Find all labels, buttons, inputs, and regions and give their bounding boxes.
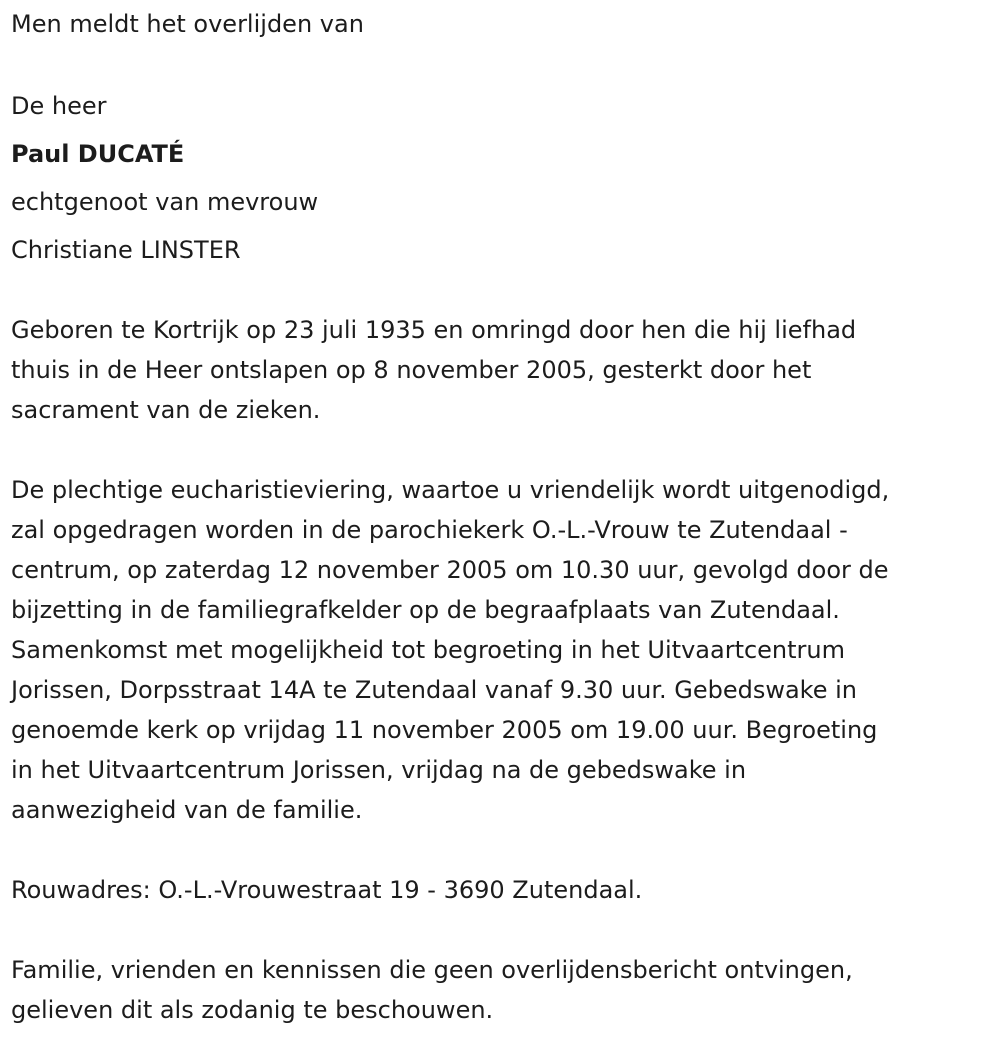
service-line: genoemde kerk op vrijdag 11 november 2005 om 19.00 uur. Begroeting	[11, 716, 878, 744]
birth-line: sacrament van de zieken.	[11, 396, 321, 424]
birth-line: thuis in de Heer ontslapen op 8 november 2005, gesterkt door het	[11, 356, 812, 384]
service-line: De plechtige eucharistieviering, waartoe u vriendelijk wordt uitgenodigd,	[11, 476, 890, 504]
birth-line: Geboren te Kortrijk op 23 juli 1935 en omringd door hen die hij liefhad	[11, 316, 857, 344]
birth-paragraph	[11, 310, 996, 430]
family-paragraph	[11, 950, 996, 1030]
spouse-name: Christiane LINSTER	[11, 236, 241, 264]
spouse-line-1: echtgenoot van mevrouw	[11, 188, 319, 216]
service-line: zal opgedragen worden in de parochiekerk O.-L.-Vrouw te Zutendaal -	[11, 516, 848, 544]
mourning-address	[11, 870, 996, 910]
service-line: in het Uitvaartcentrum Jorissen, vrijdag na de gebedswake in	[11, 756, 747, 784]
deceased-name: Paul DUCATÉ	[11, 140, 185, 168]
family-line: gelieven dit als zodanig te beschouwen.	[11, 996, 494, 1024]
service-line: aanwezigheid van de familie.	[11, 796, 363, 824]
family-line: Familie, vrienden en kennissen die geen overlijdensbericht ontvingen,	[11, 956, 853, 984]
address-line: Rouwadres: O.-L.-Vrouwestraat 19 - 3690 Zutendaal.	[11, 876, 643, 904]
service-line: bijzetting in de familiegrafkelder op de begraafplaats van Zutendaal.	[11, 596, 840, 624]
intro-text: Men meldt het overlijden van	[11, 10, 364, 38]
service-line: Jorissen, Dorpsstraat 14A te Zutendaal vanaf 9.30 uur. Gebedswake in	[11, 676, 857, 704]
service-line: centrum, op zaterdag 12 november 2005 om 10.30 uur, gevolgd door de	[11, 556, 889, 584]
service-paragraph	[11, 470, 996, 830]
service-line: Samenkomst met mogelijkheid tot begroeting in het Uitvaartcentrum	[11, 636, 846, 664]
salutation: De heer	[11, 92, 107, 120]
